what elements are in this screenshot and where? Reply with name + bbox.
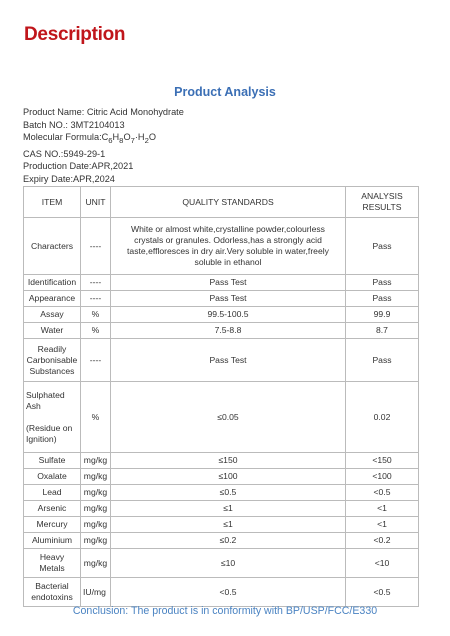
item-cell: Sulphated Ash (Residue on Ignition)	[24, 382, 81, 453]
formula-h-count: 8	[119, 136, 124, 146]
formula-prefix: Molecular Formula:C	[23, 132, 109, 143]
table-row	[24, 323, 419, 339]
standard-cell: ≤100	[111, 469, 346, 485]
item-cell: Mercury	[24, 517, 81, 533]
result-cell: Pass	[346, 291, 419, 307]
table-row	[24, 291, 419, 307]
item-cell: Readily Carbonisable Substances	[24, 339, 81, 382]
standard-cell: ≤1	[111, 501, 346, 517]
table-row	[24, 339, 419, 382]
unit-cell: mg/kg	[81, 485, 111, 501]
result-cell: 8.7	[346, 323, 419, 339]
unit-cell: %	[81, 382, 111, 453]
standard-cell: ≤1	[111, 517, 346, 533]
formula-h: H	[112, 132, 120, 143]
standard-cell: ≤0.5	[111, 485, 346, 501]
result-cell: <1	[346, 517, 419, 533]
table-row	[24, 453, 419, 469]
item-cell: Heavy Metals	[24, 549, 81, 578]
header-item: ITEM	[24, 187, 81, 218]
cas-number-line: CAS NO.:5949-29-1	[23, 148, 106, 159]
item-cell: Water	[24, 323, 81, 339]
unit-cell: mg/kg	[81, 533, 111, 549]
table-row	[24, 533, 419, 549]
description-heading: Description	[24, 24, 126, 45]
expiry-date-line: Expiry Date:APR,2024	[23, 173, 115, 184]
unit-cell: ----	[81, 339, 111, 382]
product-info-block	[23, 106, 184, 185]
unit-cell: %	[81, 307, 111, 323]
table-row	[24, 307, 419, 323]
formula-c-count: 6	[108, 136, 113, 146]
unit-cell: %	[81, 323, 111, 339]
unit-cell: mg/kg	[81, 517, 111, 533]
unit-cell: mg/kg	[81, 453, 111, 469]
standard-cell: ≤150	[111, 453, 346, 469]
result-cell: <0.2	[346, 533, 419, 549]
item-cell: Arsenic	[24, 501, 81, 517]
header-quality-standards: QUALITY STANDARDS	[111, 187, 346, 218]
formula-water-h: ·H	[134, 132, 145, 143]
conclusion-text: Conclusion: The product is in conformity with BP/USP/FCC/E330	[72, 605, 378, 617]
unit-cell: IU/mg	[81, 578, 111, 607]
formula-o: O	[123, 132, 131, 143]
standard-cell: <0.5	[111, 578, 346, 607]
result-cell: Pass	[346, 339, 419, 382]
unit-cell: ----	[81, 291, 111, 307]
formula-water-o: O	[148, 132, 156, 143]
result-cell: <150	[346, 453, 419, 469]
formula-o-count: 7	[130, 136, 135, 146]
item-cell: Bacterial endotoxins	[24, 578, 81, 607]
table-row	[24, 218, 419, 275]
item-cell: Aluminium	[24, 533, 81, 549]
table-row	[24, 578, 419, 607]
standard-cell: Pass Test	[111, 275, 346, 291]
table-row	[24, 517, 419, 533]
production-date-line: Production Date:APR,2021	[23, 161, 134, 172]
table-row	[24, 275, 419, 291]
result-cell: <1	[346, 501, 419, 517]
result-cell: <0.5	[346, 485, 419, 501]
standard-cell: White or almost white,crystalline powder,colourless crystals or granules. Odorless,has a strongly acid taste,effloresces in dry air.Very soluble in water,freely soluble in ethanol	[111, 218, 346, 275]
standard-cell: 99.5-100.5	[111, 307, 346, 323]
formula-water-h-count: 2	[144, 136, 149, 146]
result-cell: <10	[346, 549, 419, 578]
result-cell: Pass	[346, 218, 419, 275]
unit-cell: mg/kg	[81, 469, 111, 485]
standard-cell: ≤0.2	[111, 533, 346, 549]
table-row	[24, 485, 419, 501]
result-cell: 99.9	[346, 307, 419, 323]
standard-cell: Pass Test	[111, 291, 346, 307]
table-header-row	[24, 187, 419, 218]
result-cell: <100	[346, 469, 419, 485]
unit-cell: mg/kg	[81, 501, 111, 517]
result-cell: 0.02	[346, 382, 419, 453]
molecular-formula-line	[23, 131, 184, 147]
table-row	[24, 469, 419, 485]
standard-cell: 7.5-8.8	[111, 323, 346, 339]
table-row	[24, 382, 419, 453]
analysis-table	[23, 186, 419, 607]
table-row	[24, 549, 419, 578]
standard-cell: ≤0.05	[111, 382, 346, 453]
item-cell: Oxalate	[24, 469, 81, 485]
result-cell: <0.5	[346, 578, 419, 607]
table-row	[24, 501, 419, 517]
result-cell: Pass	[346, 275, 419, 291]
item-cell: Lead	[24, 485, 81, 501]
item-cell: Assay	[24, 307, 81, 323]
unit-cell: ----	[81, 275, 111, 291]
header-unit: UNIT	[81, 187, 111, 218]
batch-number-line: Batch NO.: 3MT2104013	[23, 119, 125, 130]
header-analysis-results: ANALYSIS RESULTS	[346, 187, 419, 218]
item-cell: Sulfate	[24, 453, 81, 469]
unit-cell: ----	[81, 218, 111, 275]
unit-cell: mg/kg	[81, 549, 111, 578]
product-analysis-title: Product Analysis	[174, 85, 276, 99]
item-cell: Characters	[24, 218, 81, 275]
standard-cell: Pass Test	[111, 339, 346, 382]
standard-cell: ≤10	[111, 549, 346, 578]
item-cell: Identification	[24, 275, 81, 291]
product-name-line: Product Name: Citric Acid Monohydrate	[23, 107, 184, 117]
item-cell: Appearance	[24, 291, 81, 307]
